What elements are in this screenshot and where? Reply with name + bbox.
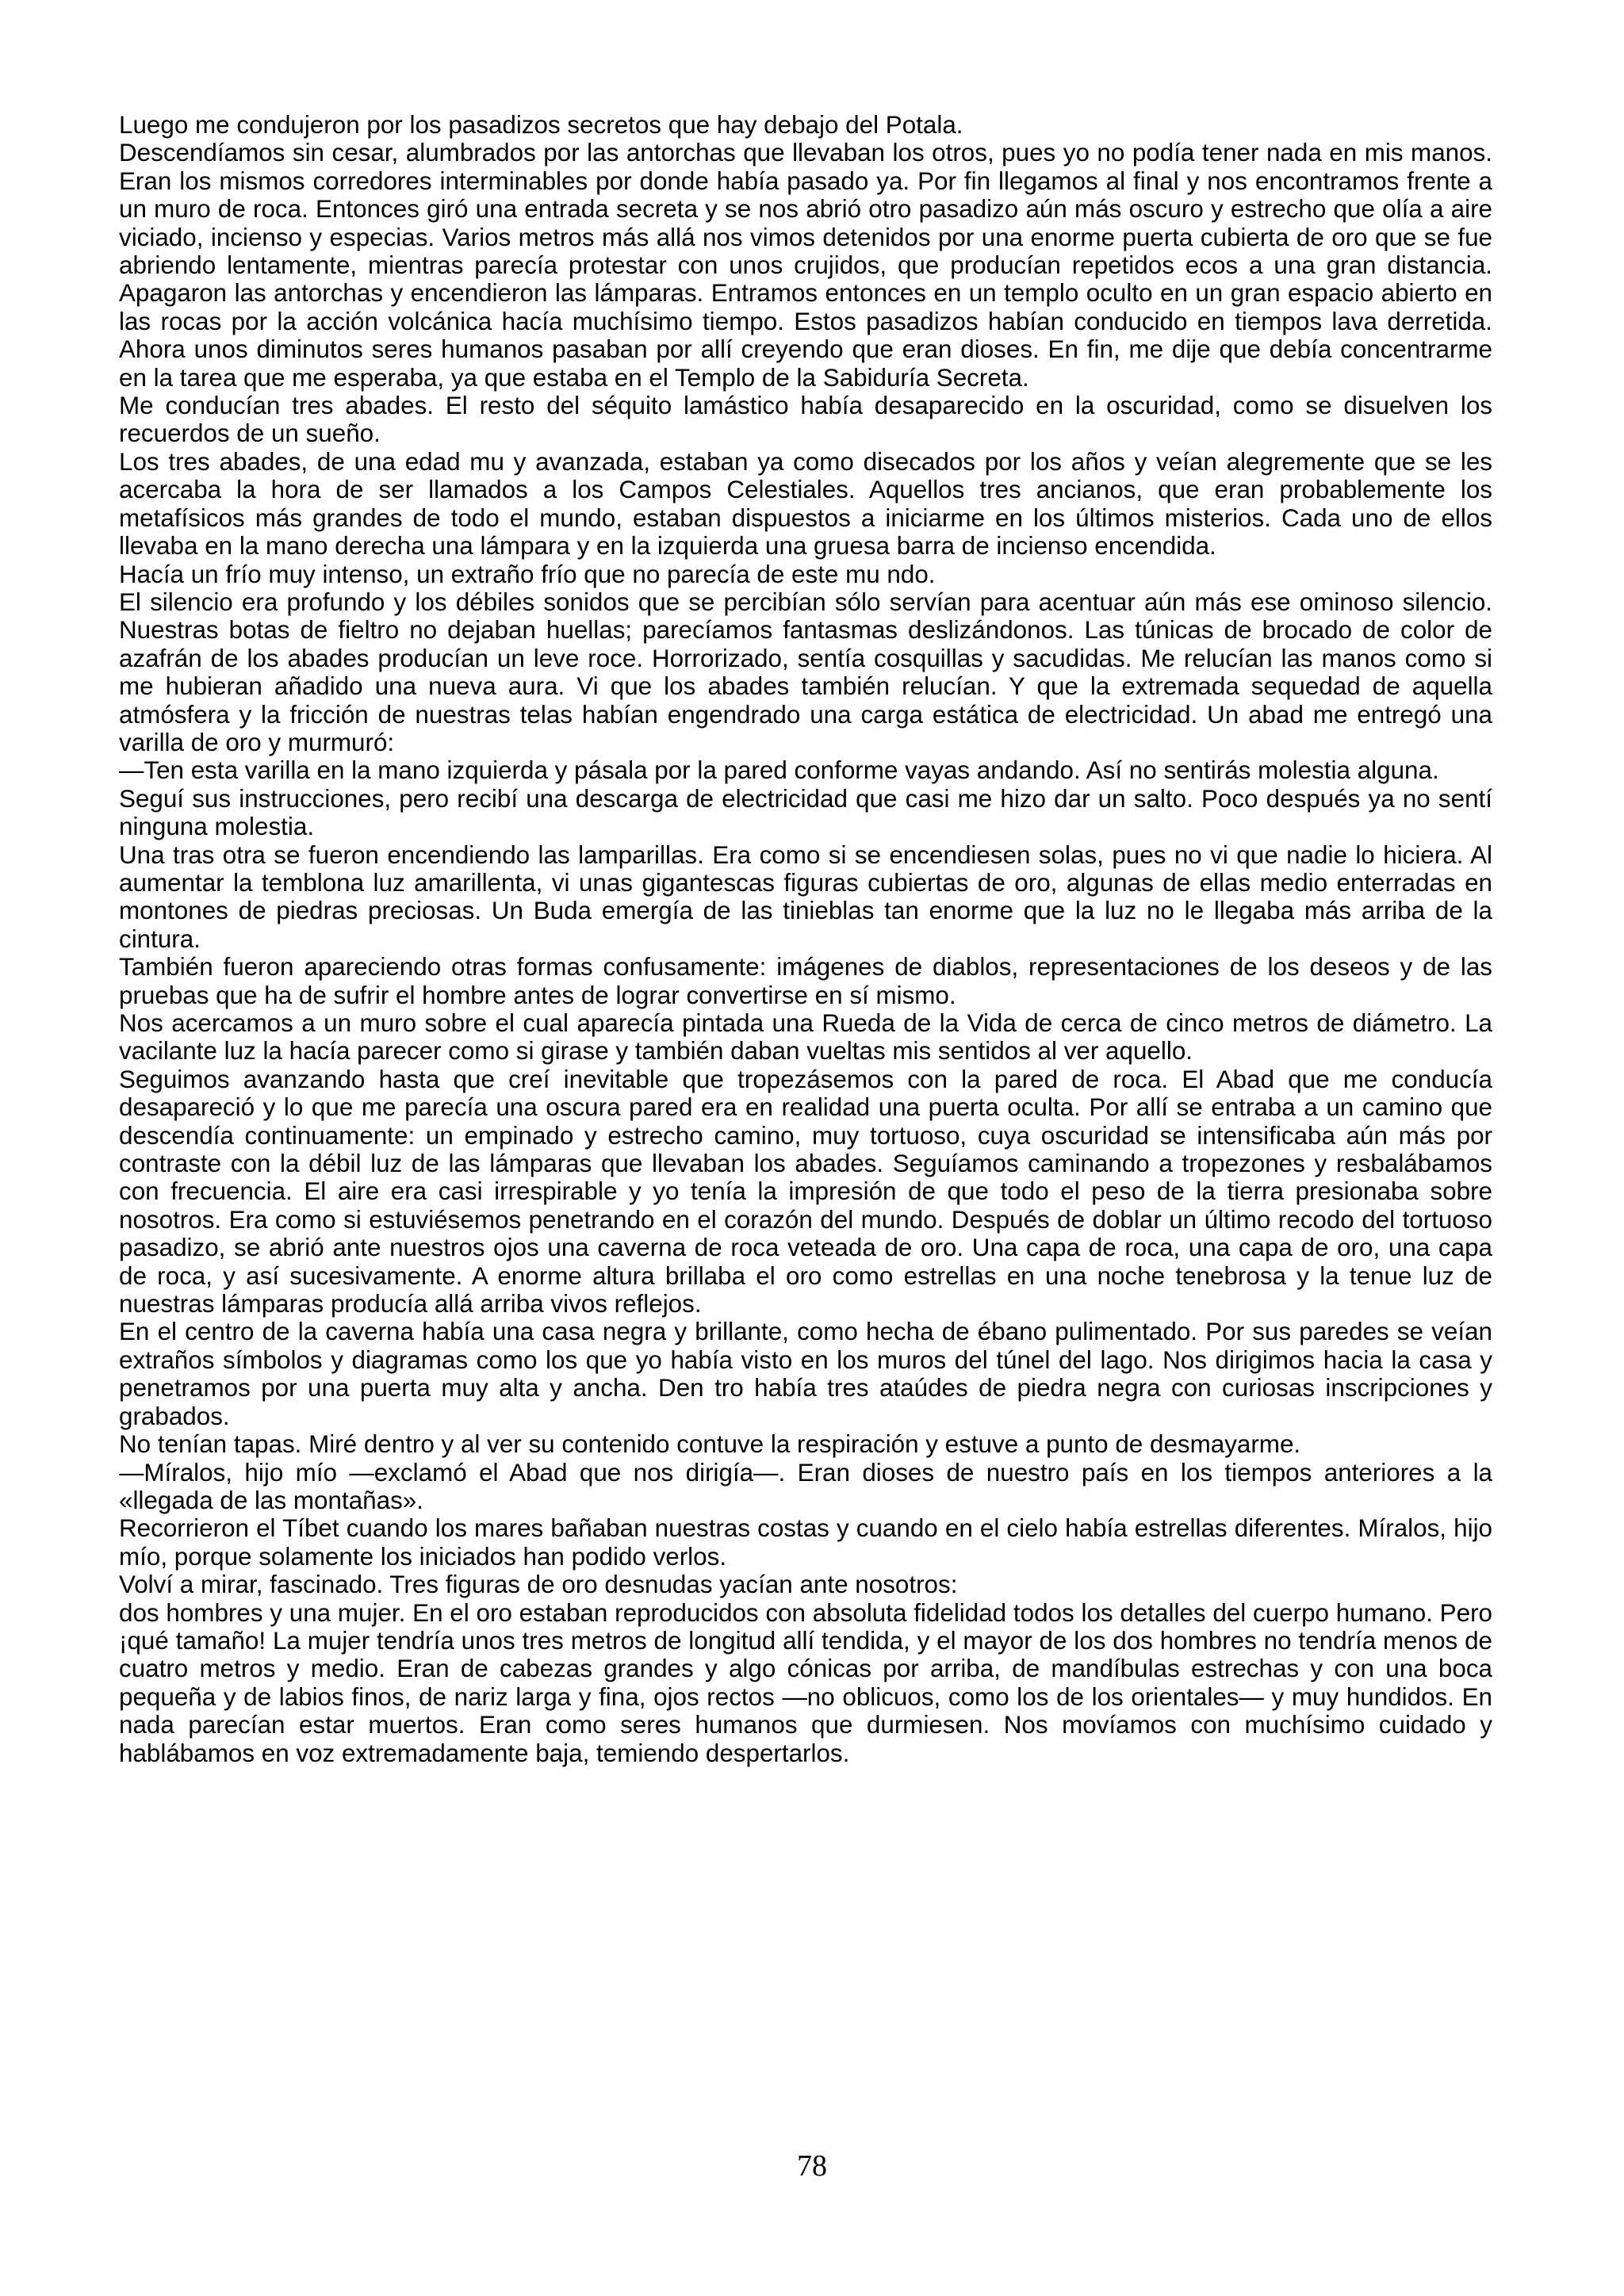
paragraph-4: Los tres abades, de una edad mu y avanzada, estaban ya como disecados por los años y veían alegremente que se les acercaba la hora de ser llamados a los Campos Celestiales. Aquellos tres ancianos, que eran probablemente los metafísicos más grandes de todo el mundo, estaban dispuestos a iniciarme en los últimos misterios. Cada uno de ellos llevaba en la mano derecha una lámpara y en la izquierda una gruesa barra de incienso encendida. (119, 447, 1492, 561)
paragraph-15: —Míralos, hijo mío —exclamó el Abad que nos dirigía—. Eran dioses de nuestro país en los tiempos anteriores a la «llegada de las montañas». (119, 1458, 1492, 1514)
paragraph-13: En el centro de la caverna había una casa negra y brillante, como hecha de ébano pulimentado. Por sus paredes se veían extraños símbolos y diagramas como los que yo había visto en los muros del túnel del lago. Nos dirigimos hacia la casa y penetramos por una puerta muy alta y ancha. Den tro había tres ataúdes de piedra negra con curiosas inscripciones y grabados. (119, 1318, 1492, 1430)
paragraph-2: Descendíamos sin cesar, alumbrados por las antorchas que llevaban los otros, pues yo no podía tener nada en mis manos. Eran los mismos corredores interminables por donde había pasado ya. Por fin llegamos al final y nos encontramos frente a un muro de roca. Entonces giró una entrada secreta y se nos abrió otro pasadizo aún más oscuro y estrecho que olía a aire viciado, incienso y especias. Varios metros más allá nos vimos detenidos por una enorme puerta cubierta de oro que se fue abriendo lentamente, mientras parecía protestar con unos crujidos, que producían repetidos ecos a una gran distancia. Apagaron las antorchas y encendieron las lámparas. Entramos entonces en un templo oculto en un gran espacio abierto en las rocas por la acción volcánica hacía muchísimo tiempo. Estos pasadizos habían conducido en tiempos lava derretida. Ahora unos diminutos seres humanos pasaban por allí creyendo que eran dioses. En fin, me dije que debía concentrarme en la tarea que me esperaba, ya que estaba en el Templo de la Sabiduría Secreta. (119, 139, 1492, 392)
paragraph-7: —Ten esta varilla en la mano izquierda y pásala por la pared conforme vayas andando. Así no sentirás molestia alguna. (119, 756, 1439, 785)
paragraph-17: Volví a mirar, fascinado. Tres figuras de oro desnudas yacían ante nosotros: (119, 1571, 958, 1599)
paragraph-9: Una tras otra se fueron encendiendo las lamparillas. Era como si se encendiesen solas, pues no vi que nadie lo hiciera. Al aumentar la temblona luz amarillenta, vi unas gigantescas figuras cubiertas de oro, algunas de ellas medio enterradas en montones de piedras preciosas. Un Buda emergía de las tinieblas tan enorme que la luz no le llegaba más arriba de la cintura. (119, 840, 1492, 953)
page-number: 78 (797, 2149, 827, 2183)
paragraph-12: Seguimos avanzando hasta que creí inevitable que tropezásemos con la pared de roca. El Abad que me conducía desapareció y lo que me parecía una oscura pared era en realidad una puerta oculta. Por allí se entraba a un camino que descendía continuamente: un empinado y estrecho camino, muy tortuoso, cuya oscuridad se intensificaba aún más por contraste con la débil luz de las lámparas que llevaban los abades. Seguíamos caminando a tropezones y resbalábamos con frecuencia. El aire era casi irrespirable y yo tenía la impresión de que todo el peso de la tierra presionaba sobre nosotros. Era como si estuviésemos penetrando en el corazón del mundo. Después de doblar un último recodo del tortuoso pasadizo, se abrió ante nuestros ojos una caverna de roca veteada de oro. Una capa de roca, una capa de oro, una capa de roca, y así sucesivamente. A enorme altura brillaba el oro como estrellas en una noche tenebrosa y la tenue luz de nuestras lámparas producía allá arriba vivos reflejos. (119, 1065, 1492, 1318)
paragraph-18: dos hombres y una mujer. En el oro estaban reproducidos con absoluta fidelidad todos los detalles del cuerpo humano. Pero ¡qué tamaño! La mujer tendría unos tres metros de longitud allí tendida, y el mayor de los dos hombres no tendría menos de cuatro metros y medio. Eran de cabezas grandes y algo cónicas por arriba, de mandíbulas estrechas y con una boca pequeña y de labios finos, de nariz larga y fina, ojos rectos —no oblicuos, como los de los orientales— y muy hundidos. En nada parecían estar muertos. Eran como seres humanos que durmiesen. Nos movíamos con muchísimo cuidado y hablábamos en voz extremadamente baja, temiendo despertarlos. (119, 1598, 1492, 1767)
paragraph-11: Nos acercamos a un muro sobre el cual aparecía pintada una Rueda de la Vida de cerca de cinco metros de diámetro. La vacilante luz la hacía parecer como si girase y también daban vueltas mis sentidos al ver aquello. (119, 1009, 1492, 1066)
paragraph-1: Luego me condujeron por los pasadizos secretos que hay debajo del Potala. (119, 111, 963, 139)
paragraph-3: Me conducían tres abades. El resto del séquito lamástico había desaparecido en la oscuridad, como se disuelven los recuerdos de un sueño. (119, 392, 1492, 448)
paragraph-8: Seguí sus instrucciones, pero recibí una descarga de electricidad que casi me hizo dar un salto. Poco después ya no sentí ninguna molestia. (119, 784, 1492, 841)
page-text-body (119, 111, 1492, 1767)
paragraph-6: El silencio era profundo y los débiles sonidos que se percibían sólo servían para acentuar aún más ese ominoso silencio. Nuestras botas de fieltro no dejaban huellas; parecíamos fantasmas deslizándonos. Las túnicas de brocado de color de azafrán de los abades producían un leve roce. Horrorizado, sentía cosquillas y sacudidas. Me relucían las manos como si me hubieran añadido una nueva aura. Vi que los abades también relucían. Y que la extremada sequedad de aquella atmósfera y la fricción de nuestras telas habían engendrado una carga estática de electricidad. Un abad me entregó una varilla de oro y murmuró: (119, 587, 1492, 756)
paragraph-5: Hacía un frío muy intenso, un extraño frío que no parecía de este mu ndo. (119, 560, 936, 588)
paragraph-16: Recorrieron el Tíbet cuando los mares bañaban nuestras costas y cuando en el cielo había estrellas diferentes. Míralos, hijo mío, porque solamente los iniciados han podido verlos. (119, 1514, 1492, 1571)
paragraph-14: No tenían tapas. Miré dentro y al ver su contenido contuve la respiración y estuve a punto de desmayarme. (119, 1430, 1301, 1459)
paragraph-10: También fueron apareciendo otras formas confusamente: imágenes de diablos, representaciones de los deseos y de las pruebas que ha de sufrir el hombre antes de lograr convertirse en sí mismo. (119, 953, 1492, 1009)
